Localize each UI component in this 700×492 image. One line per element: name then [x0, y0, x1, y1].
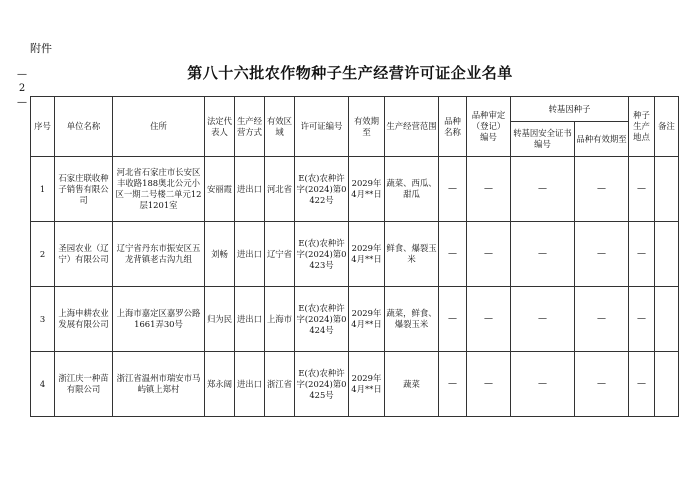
- cell-company: 浙江庆一种苗有限公司: [55, 352, 113, 417]
- header-variety-name: 品种名称: [439, 97, 467, 157]
- cell-remark: [655, 157, 679, 222]
- header-variety-approval: 品种审定（登记）编号: [467, 97, 511, 157]
- cell-variety-approval: —: [467, 352, 511, 417]
- cell-region: 河北省: [265, 157, 295, 222]
- header-site: 种子生产地点: [629, 97, 655, 157]
- cell-variety-name: —: [439, 222, 467, 287]
- cell-seq: 2: [31, 222, 55, 287]
- cell-scope: 鲜食、爆裂玉米: [385, 222, 439, 287]
- cell-variety-name: —: [439, 352, 467, 417]
- cell-legal-rep: 刘畅: [205, 222, 235, 287]
- cell-address: 浙江省温州市瑞安市马屿镇上郑村: [113, 352, 205, 417]
- cell-mode: 进出口: [235, 287, 265, 352]
- cell-region: 浙江省: [265, 352, 295, 417]
- cell-license-no: E(农)农种许字(2024)第0424号: [295, 287, 349, 352]
- cell-legal-rep: 安丽霞: [205, 157, 235, 222]
- attachment-label: 附件: [30, 42, 52, 55]
- header-scope: 生产经营范围: [385, 97, 439, 157]
- header-gm-group: 转基因种子: [511, 97, 629, 122]
- header-valid-until: 有效期至: [349, 97, 385, 157]
- table-row: [31, 222, 679, 287]
- cell-site: —: [629, 352, 655, 417]
- cell-seq: 3: [31, 287, 55, 352]
- cell-gm-valid: —: [575, 157, 629, 222]
- cell-variety-approval: —: [467, 157, 511, 222]
- cell-variety-name: —: [439, 157, 467, 222]
- cell-legal-rep: 郑永阔: [205, 352, 235, 417]
- header-gm-cert: 转基因安全证书编号: [511, 122, 575, 157]
- header-seq: 序号: [31, 97, 55, 157]
- header-remark: 备注: [655, 97, 679, 157]
- header-legal-rep: 法定代表人: [205, 97, 235, 157]
- cell-variety-approval: —: [467, 287, 511, 352]
- cell-region: 辽宁省: [265, 222, 295, 287]
- cell-gm-valid: —: [575, 287, 629, 352]
- cell-gm-cert: —: [511, 287, 575, 352]
- cell-site: —: [629, 157, 655, 222]
- cell-site: —: [629, 222, 655, 287]
- table-row: [31, 287, 679, 352]
- header-region: 有效区域: [265, 97, 295, 157]
- cell-gm-cert: —: [511, 352, 575, 417]
- cell-gm-cert: —: [511, 157, 575, 222]
- cell-valid-until: 2029年4月**日: [349, 352, 385, 417]
- cell-gm-valid: —: [575, 352, 629, 417]
- cell-scope: 蔬菜、西瓜、甜瓜: [385, 157, 439, 222]
- cell-legal-rep: 归为民: [205, 287, 235, 352]
- header-mode: 生产经营方式: [235, 97, 265, 157]
- cell-gm-valid: —: [575, 222, 629, 287]
- cell-address: 辽宁省丹东市振安区五龙背镇老古沟九组: [113, 222, 205, 287]
- cell-company: 圣园农业（辽宁）有限公司: [55, 222, 113, 287]
- document-title: 第八十六批农作物种子生产经营许可证企业名单: [187, 64, 513, 82]
- cell-remark: [655, 222, 679, 287]
- page-number: — 2 —: [17, 69, 27, 108]
- header-company: 单位名称: [55, 97, 113, 157]
- cell-mode: 进出口: [235, 352, 265, 417]
- cell-mode: 进出口: [235, 157, 265, 222]
- cell-company: 上海申耕农业发展有限公司: [55, 287, 113, 352]
- cell-license-no: E(农)农种许字(2024)第0422号: [295, 157, 349, 222]
- cell-remark: [655, 352, 679, 417]
- cell-gm-cert: —: [511, 222, 575, 287]
- cell-company: 石家庄联收种子销售有限公司: [55, 157, 113, 222]
- cell-remark: [655, 287, 679, 352]
- cell-variety-name: —: [439, 287, 467, 352]
- cell-license-no: E(农)农种许字(2024)第0425号: [295, 352, 349, 417]
- cell-region: 上海市: [265, 287, 295, 352]
- cell-seq: 4: [31, 352, 55, 417]
- cell-license-no: E(农)农种许字(2024)第0423号: [295, 222, 349, 287]
- cell-scope: 蔬菜: [385, 352, 439, 417]
- cell-valid-until: 2029年4月**日: [349, 157, 385, 222]
- enterprise-table: [30, 96, 679, 417]
- cell-site: —: [629, 287, 655, 352]
- header-address: 住所: [113, 97, 205, 157]
- cell-mode: 进出口: [235, 222, 265, 287]
- header-gm-valid: 品种有效期至: [575, 122, 629, 157]
- cell-address: 河北省石家庄市长安区丰收路188奥北公元小区一期二号楼二单元12层1201室: [113, 157, 205, 222]
- cell-valid-until: 2029年4月**日: [349, 222, 385, 287]
- header-license-no: 许可证编号: [295, 97, 349, 157]
- cell-valid-until: 2029年4月**日: [349, 287, 385, 352]
- table-row: [31, 157, 679, 222]
- cell-scope: 蔬菜，鲜食、爆裂玉米: [385, 287, 439, 352]
- cell-address: 上海市嘉定区嘉罗公路1661弄30号: [113, 287, 205, 352]
- table-row: [31, 352, 679, 417]
- cell-seq: 1: [31, 157, 55, 222]
- cell-variety-approval: —: [467, 222, 511, 287]
